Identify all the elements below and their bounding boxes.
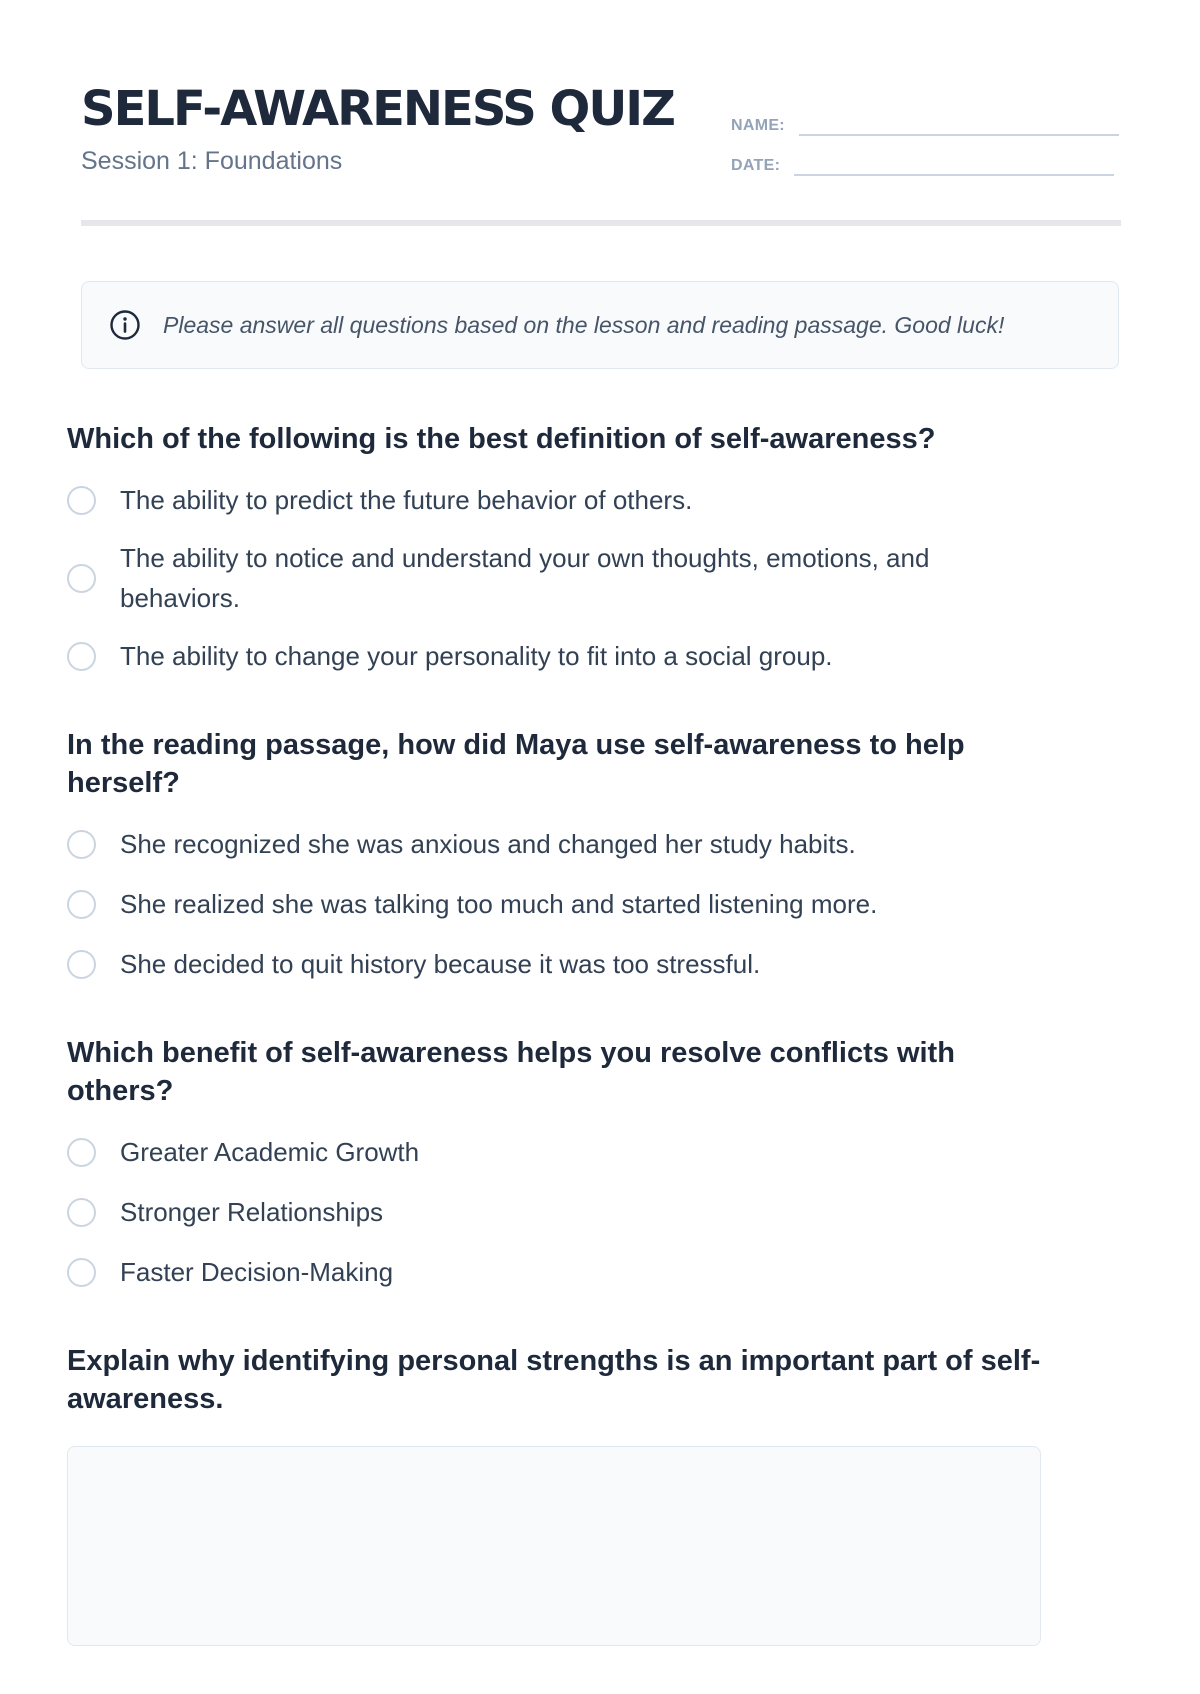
answer-option[interactable] — [67, 1130, 1041, 1174]
answer-textarea[interactable] — [67, 1446, 1041, 1646]
radio-button[interactable] — [67, 950, 96, 979]
option-label: The ability to change your personality to fit into a social group. — [120, 641, 833, 671]
date-field[interactable] — [731, 154, 1114, 176]
instructions-text: Please answer all questions based on the lesson and reading passage. Good luck! — [163, 311, 1005, 338]
radio-button[interactable] — [67, 564, 96, 593]
answer-option[interactable] — [67, 538, 1041, 618]
name-input-line[interactable] — [799, 114, 1119, 136]
radio-button[interactable] — [67, 486, 96, 515]
question-text: Which benefit of self-awareness helps you resolve conflicts with others? — [67, 1037, 955, 1107]
option-label: Faster Decision-Making — [120, 1257, 394, 1287]
header-divider — [81, 220, 1121, 226]
radio-button[interactable] — [67, 1258, 96, 1287]
question-1 — [67, 420, 1041, 678]
date-input-line[interactable] — [794, 154, 1114, 176]
page-title: SELF-AWARENESS QUIZ — [81, 81, 674, 137]
option-label: The ability to predict the future behavior of others. — [120, 485, 693, 515]
answer-option[interactable] — [67, 882, 1041, 926]
option-label: Greater Academic Growth — [120, 1137, 420, 1167]
answer-option[interactable] — [67, 478, 1041, 522]
option-label: She realized she was talking too much and started listening more. — [120, 889, 878, 919]
option-label: Stronger Relationships — [120, 1197, 384, 1227]
answer-option[interactable] — [67, 634, 1041, 678]
question-text: In the reading passage, how did Maya use self-awareness to help herself? — [67, 729, 965, 799]
answer-option[interactable] — [67, 822, 1041, 866]
answer-option[interactable] — [67, 1250, 1041, 1294]
answer-option[interactable] — [67, 1190, 1041, 1234]
page-subtitle: Session 1: Foundations — [81, 147, 343, 175]
question-2 — [67, 726, 1041, 986]
quiz-header — [81, 0, 1121, 228]
question-4 — [67, 1342, 1041, 1646]
option-label: The ability to notice and understand your own thoughts, emotions, and behaviors. — [120, 543, 930, 613]
name-field[interactable] — [731, 114, 1119, 136]
option-label: She decided to quit history because it was too stressful. — [120, 949, 761, 979]
quiz-page — [81, 0, 1121, 338]
name-label: NAME: — [731, 117, 785, 134]
date-label: DATE: — [731, 157, 781, 174]
question-text: Which of the following is the best definition of self-awareness? — [67, 423, 936, 455]
question-3 — [67, 1034, 1041, 1294]
answer-option[interactable] — [67, 942, 1041, 986]
question-text: Explain why identifying personal strengths is an important part of self-awareness. — [67, 1345, 1041, 1415]
questions-list — [67, 420, 1041, 1694]
radio-button[interactable] — [67, 1198, 96, 1227]
instructions-box — [81, 281, 1119, 369]
radio-button[interactable] — [67, 1138, 96, 1167]
radio-button[interactable] — [67, 642, 96, 671]
option-label: She recognized she was anxious and changed her study habits. — [120, 829, 856, 859]
radio-button[interactable] — [67, 890, 96, 919]
info-icon — [109, 309, 141, 341]
radio-button[interactable] — [67, 830, 96, 859]
